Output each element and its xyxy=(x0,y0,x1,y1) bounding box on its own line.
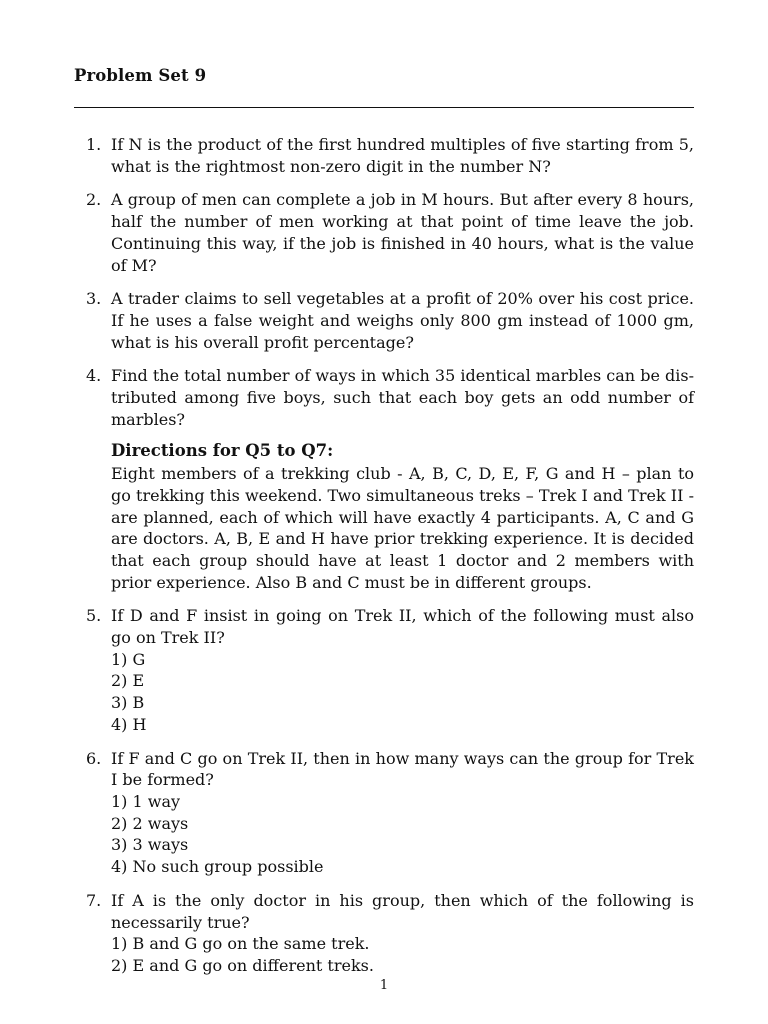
page-number: 1 xyxy=(379,978,389,993)
question-text: If A is the only doctor in his group, then which of the following is necessarily true? xyxy=(111,890,694,932)
question-3 xyxy=(86,288,694,353)
answer-option: 4) H xyxy=(111,714,147,734)
question-text: If F and C go on Trek II, then in how many ways can the group for Trek I be formed? xyxy=(111,748,694,790)
question-7 xyxy=(86,890,694,977)
answer-option: 1) 1 way xyxy=(111,791,181,811)
question-5 xyxy=(86,605,694,735)
answer-option: 1) G xyxy=(111,649,146,669)
title-divider xyxy=(74,107,694,108)
question-number: 5. xyxy=(86,606,102,626)
answer-option: 3) B xyxy=(111,693,145,713)
answer-options xyxy=(111,791,694,878)
question-number: 3. xyxy=(86,289,102,309)
question-4 xyxy=(86,365,694,430)
question-number: 1. xyxy=(86,135,102,154)
answer-options xyxy=(111,933,694,976)
question-text: A group of men can complete a job in M hours. But after every 8 hours, half the number of men working at that point of time leave the job. Continuing this way, if the job is finished in 40 hours, what is the value of M? xyxy=(111,190,694,275)
directions-block xyxy=(86,440,694,593)
question-number: 7. xyxy=(86,890,102,910)
question-1 xyxy=(86,134,694,177)
directions-heading: Directions for Q5 to Q7: xyxy=(111,441,334,461)
answer-option: 2) 2 ways xyxy=(111,813,189,833)
question-number: 4. xyxy=(86,366,102,386)
answer-option: 1) B and G go on the same trek. xyxy=(111,934,370,954)
question-number: 6. xyxy=(86,748,102,768)
question-text: If D and F insist in going on Trek II, which of the following must also go on Trek II? xyxy=(111,606,694,648)
question-6 xyxy=(86,748,694,878)
page-title: Problem Set 9 xyxy=(74,66,207,85)
answer-option: 4) No such group possible xyxy=(111,857,324,877)
answer-option: 2) E xyxy=(111,671,145,691)
question-text: A trader claims to sell vegetables at a profit of 20% over his cost price. If he uses a false weight and weighs only 800 gm instead of 1000 gm, what is his overall profit percentage? xyxy=(111,289,694,352)
answer-options xyxy=(111,649,694,736)
answer-option: 3) 3 ways xyxy=(111,835,189,855)
question-text: Find the total number of ways in which 35 identical marbles can be distributed among five boys, such that each boy gets an odd number of marbles? xyxy=(111,366,694,429)
question-text: If N is the product of the first hundred multiples of five starting from 5, what is the rightmost non-zero digit in the number N? xyxy=(111,135,694,176)
answer-option: 2) E and G go on different treks. xyxy=(111,955,374,975)
directions-text: Eight members of a trekking club - A, B, C, D, E, F, G and H – plan to go trekking this weekend. Two simultaneous treks – Trek I and Trek II - are planned, each of which will have exactly 4 participants. A, C and G are doctors. A, B, E and H have prior trekking experience. It is decided that each group should have at least 1 doctor and 2 members with prior experience. Also B and C must be in different groups. xyxy=(111,464,694,592)
question-2 xyxy=(86,189,694,276)
question-number: 2. xyxy=(86,190,102,210)
problem-list xyxy=(86,134,694,989)
